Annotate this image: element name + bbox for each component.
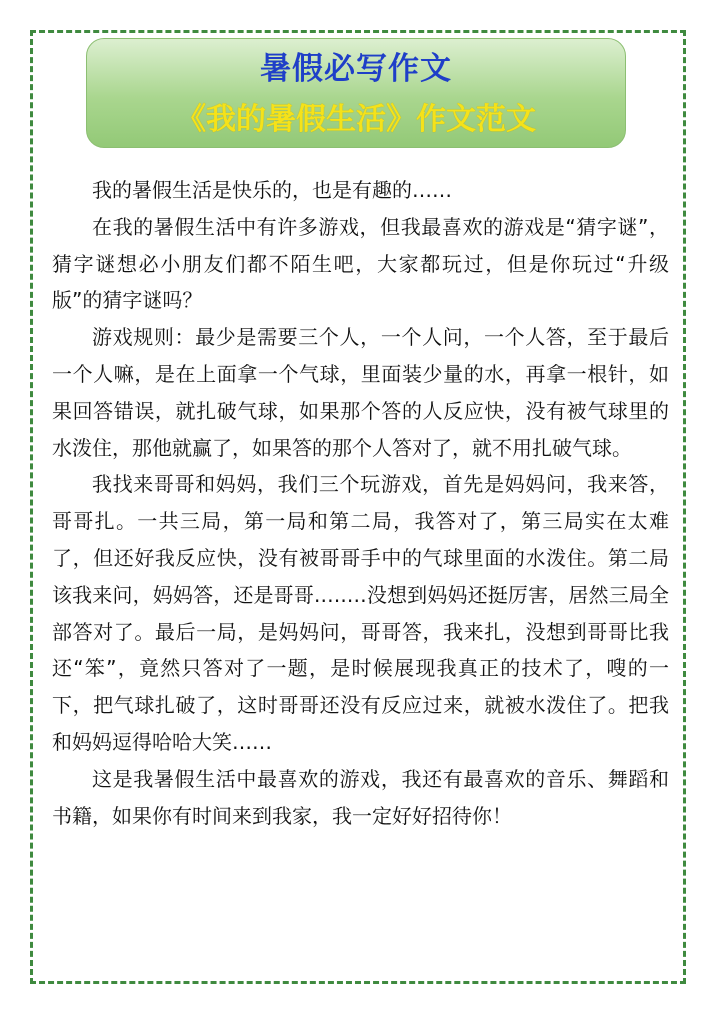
- page-title: 暑假必写作文: [260, 51, 452, 87]
- essay-paragraph: 这是我暑假生活中最喜欢的游戏，我还有最喜欢的音乐、舞蹈和书籍，如果你有时间来到我家，我一定好好招待你！: [52, 766, 669, 828]
- page-subtitle: 《我的暑假生活》作文范文: [176, 102, 536, 137]
- essay-body: [52, 172, 669, 834]
- title-banner: [86, 38, 626, 148]
- essay-paragraph: 在我的暑假生活中有许多游戏，但我最喜欢的游戏是“猜字谜”，猜字谜想必小朋友们都不陌生吧，大家都玩过，但是你玩过“升级版”的猜字谜吗？: [52, 214, 669, 313]
- essay-paragraph: 我找来哥哥和妈妈，我们三个玩游戏，首先是妈妈问，我来答，哥哥扎。一共三局，第一局和第二局，我答对了，第三局实在太难了，但还好我反应快，没有被哥哥手中的气球里面的水泼住。第二局该我来问，妈妈答，还是哥哥.….…没想到妈妈还挺厉害，居然三局全部答对了。最后一局，是妈妈问，哥哥答，我来扎，没想到哥哥比我还“笨”，竟然只答对了一题，是时候展现我真正的技术了，嗖的一下，把气球扎破了，这时哥哥还没有反应过来，就被水泼住了。把我和妈妈逗得哈哈大笑……: [52, 472, 669, 754]
- essay-paragraph: 游戏规则：最少是需要三个人，一个人问，一个人答，至于最后一个人嘛，是在上面拿一个气球，里面装少量的水，再拿一根针，如果回答错误，就扎破气球，如果那个答的人反应快，没有被气球里的水泼住，那他就赢了，如果答的那个人答对了，就不用扎破气球。: [52, 325, 669, 460]
- essay-paragraph: 我的暑假生活是快乐的，也是有趣的……: [92, 178, 452, 202]
